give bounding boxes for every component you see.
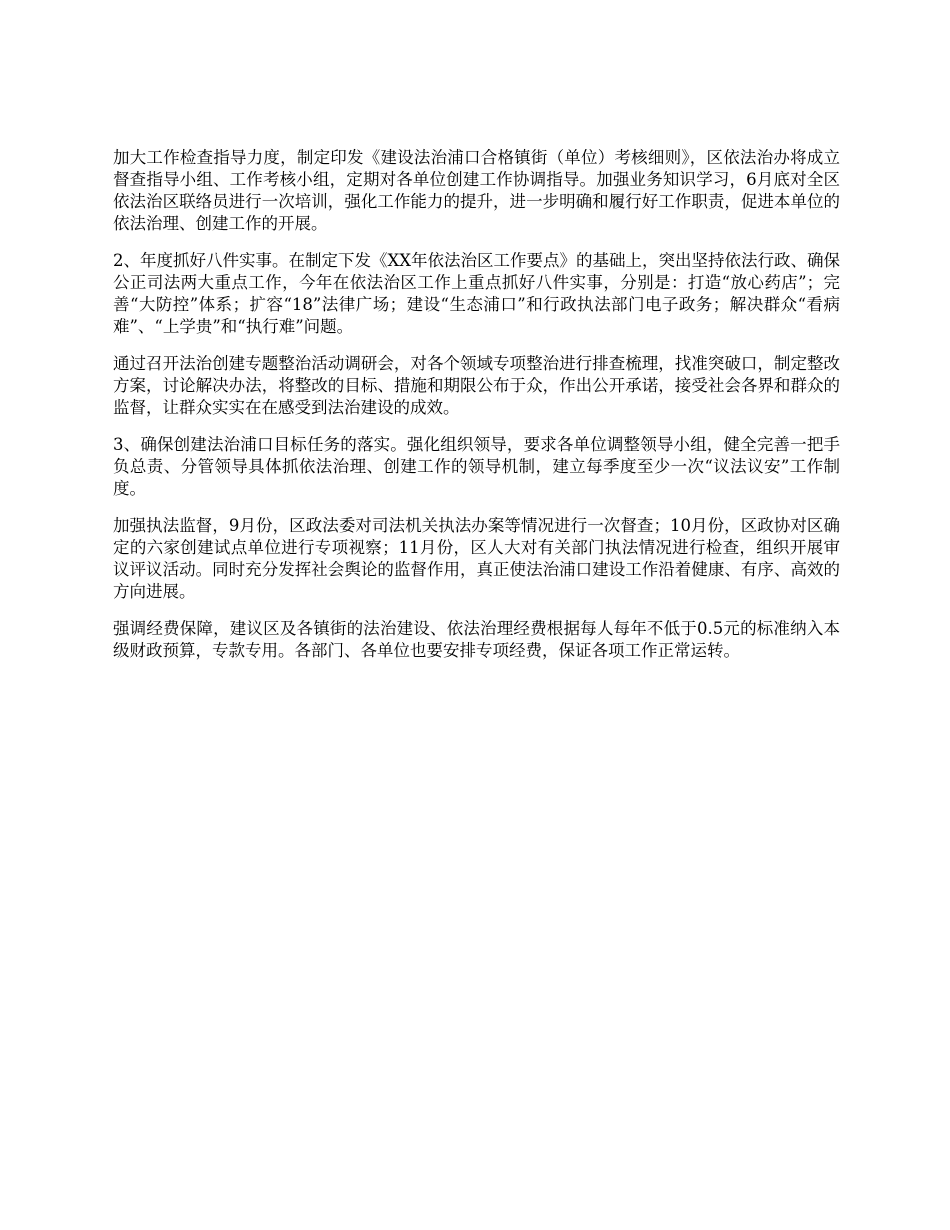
paragraph-inspection-guidance: 加大工作检查指导力度，制定印发《建设法治浦口合格镇街（单位）考核细则》，区依法治办将成立督查指导小组、工作考核小组，定期对各单位创建工作协调指导。加强业务知识学习，6月底对全区依法治区联络员进行一次培训，强化工作能力的提升，进一步明确和履行好工作职责，促进本单位的依法治理、创建工作的开展。	[113, 148, 840, 233]
paragraph-target-implementation: 3、确保创建法治浦口目标任务的落实。强化组织领导，要求各单位调整领导小组，健全完善一把手负总责、分管领导具体抓依法治理、创建工作的领导机制，建立每季度至少一次“议法议安”工作制度。	[113, 435, 840, 498]
document-body	[113, 147, 840, 677]
paragraph-special-rectification: 通过召开法治创建专题整治活动调研会，对各个领域专项整治进行排查梳理，找准突破口，制定整改方案，讨论解决办法，将整改的目标、措施和期限公布于众，作出公开承诺，接受社会各界和群众的监督，让群众实实在在感受到法治建设的成效。	[113, 354, 840, 417]
paragraph-law-enforcement-supervision: 加强执法监督，9月份，区政法委对司法机关执法办案等情况进行一次督查；10月份，区政协对区确定的六家创建试点单位进行专项视察；11月份，区人大对有关部门执法情况进行检查，组织开展审议评议活动。同时充分发挥社会舆论的监督作用，真正使法治浦口建设工作沿着健康、有序、高效的方向进展。	[113, 516, 840, 601]
paragraph-funding-guarantee: 强调经费保障，建议区及各镇街的法治建设、依法治理经费根据每人每年不低于0.5元的标准纳入本级财政预算，专款专用。各部门、各单位也要安排专项经费，保证各项工作正常运转。	[113, 619, 840, 660]
paragraph-eight-practical-tasks: 2、年度抓好八件实事。在制定下发《XX年依法治区工作要点》的基础上，突出坚持依法行政、确保公正司法两大重点工作，今年在依法治区工作上重点抓好八件实事，分别是：打造“放心药店”；完善“大防控”体系；扩容“18”法律广场；建设“生态浦口”和行政执法部门电子政务；解决群众“看病难”、“上学贵”和“执行难”问题。	[113, 251, 840, 336]
